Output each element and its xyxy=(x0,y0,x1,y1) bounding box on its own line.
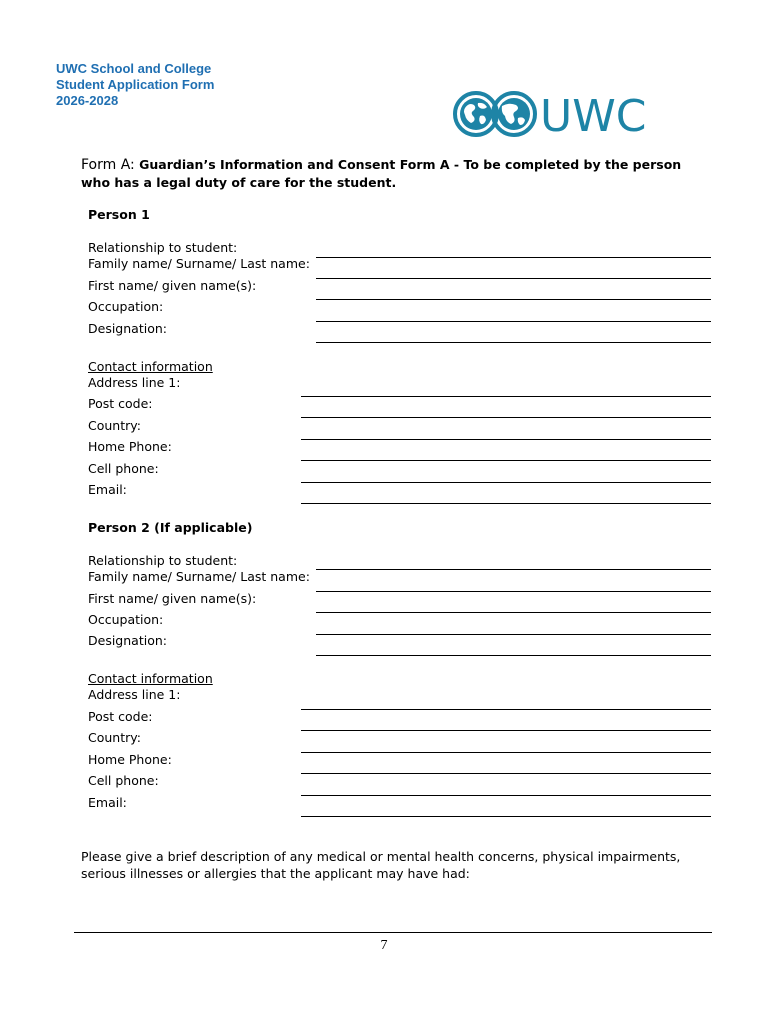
person2-contact-heading: Contact information xyxy=(88,671,213,686)
person1-email-field[interactable] xyxy=(301,503,711,504)
person1-address-label: Address line 1: xyxy=(88,375,181,390)
person1-heading: Person 1 xyxy=(88,207,150,222)
medical-question-line1: Please give a brief description of any medical or mental health concerns, physical impairments, xyxy=(81,849,681,864)
person2-address-label: Address line 1: xyxy=(88,687,181,702)
person2-designation-label: Designation: xyxy=(88,633,167,648)
person2-home-phone-label: Home Phone: xyxy=(88,752,172,767)
person1-country-label: Country: xyxy=(88,418,141,433)
uwc-logo xyxy=(452,86,668,142)
person1-designation-field[interactable] xyxy=(316,342,711,343)
globe-icon xyxy=(455,93,535,135)
person1-first-name-label: First name/ given name(s): xyxy=(88,278,257,293)
person1-occupation-field[interactable] xyxy=(316,321,711,322)
person2-address-field[interactable] xyxy=(301,709,711,710)
person2-country-label: Country: xyxy=(88,730,141,745)
person2-family-name-field[interactable] xyxy=(316,591,711,592)
document-header xyxy=(56,61,214,109)
person2-occupation-field[interactable] xyxy=(316,634,711,635)
page-number: 7 xyxy=(380,938,388,953)
person1-contact-heading: Contact information xyxy=(88,359,213,374)
person2-email-field[interactable] xyxy=(301,816,711,817)
person2-first-name-label: First name/ given name(s): xyxy=(88,591,257,606)
person2-country-field[interactable] xyxy=(301,752,711,753)
person1-cell-phone-field[interactable] xyxy=(301,482,711,483)
person2-relationship-field[interactable] xyxy=(316,569,711,570)
person1-relationship-field[interactable] xyxy=(316,257,711,258)
person1-designation-label: Designation: xyxy=(88,321,167,336)
footer-divider xyxy=(74,932,712,933)
person2-email-label: Email: xyxy=(88,795,127,810)
form-title xyxy=(81,156,711,192)
person2-home-phone-field[interactable] xyxy=(301,773,711,774)
person2-occupation-label: Occupation: xyxy=(88,612,164,627)
header-form-name: Student Application Form xyxy=(56,77,215,92)
person1-country-field[interactable] xyxy=(301,439,711,440)
person1-address-field[interactable] xyxy=(301,396,711,397)
person1-home-phone-label: Home Phone: xyxy=(88,439,172,454)
person2-cell-phone-field[interactable] xyxy=(301,795,711,796)
logo-wordmark: UWC xyxy=(540,91,647,142)
person2-heading: Person 2 (If applicable) xyxy=(88,520,253,535)
form-title-text: Guardian’s Information and Consent Form A - To be completed by the person who has a legal duty of care for the student. xyxy=(81,157,682,190)
person1-cell-phone-label: Cell phone: xyxy=(88,461,159,476)
person2-relationship-label: Relationship to student: xyxy=(88,553,238,568)
person2-designation-field[interactable] xyxy=(316,655,711,656)
person1-first-name-field[interactable] xyxy=(316,299,711,300)
medical-question xyxy=(81,848,681,882)
person1-relationship-label: Relationship to student: xyxy=(88,240,238,255)
person2-postcode-field[interactable] xyxy=(301,730,711,731)
medical-question-line2: serious illnesses or allergies that the applicant may have had: xyxy=(81,866,470,881)
person1-home-phone-field[interactable] xyxy=(301,460,711,461)
person2-family-name-label: Family name/ Surname/ Last name: xyxy=(88,569,310,584)
person2-first-name-field[interactable] xyxy=(316,612,711,613)
form-prefix: Form A: xyxy=(81,157,135,173)
person1-family-name-label: Family name/ Surname/ Last name: xyxy=(88,256,310,271)
person1-email-label: Email: xyxy=(88,482,127,497)
person2-postcode-label: Post code: xyxy=(88,709,153,724)
person1-occupation-label: Occupation: xyxy=(88,299,164,314)
person1-postcode-label: Post code: xyxy=(88,396,153,411)
person1-family-name-field[interactable] xyxy=(316,278,711,279)
header-years: 2026-2028 xyxy=(56,93,119,108)
person1-postcode-field[interactable] xyxy=(301,417,711,418)
person2-cell-phone-label: Cell phone: xyxy=(88,773,159,788)
header-school: UWC School and College xyxy=(56,61,212,76)
